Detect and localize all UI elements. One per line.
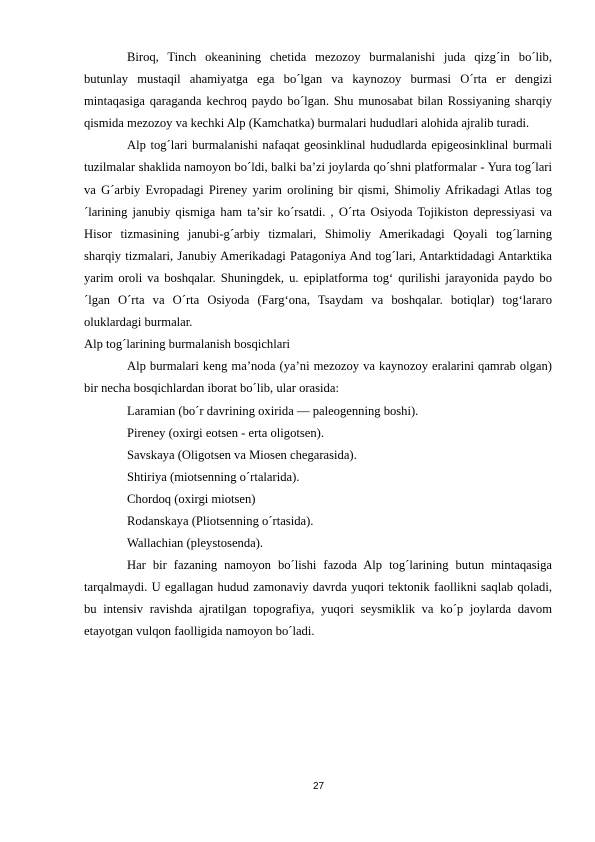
paragraph-stages-intro: Alp burmalari keng ma’noda (ya’ni mezozoy va kaynozoy eralarini qamrab olgan) bir necha bosqichlardan iborat bo´lib, ular orasida: <box>84 359 552 396</box>
list-item: Rodanskaya (Pliotsenning o´rtasida). <box>127 513 314 528</box>
paragraph-tectonic-activity: Har bir fazaning namoyon bo´lishi fazoda Alp tog´larining butun mintaqasiga tarqalmaydi. U egallagan hudud zamonaviy davrda yuqori tektonik faollikni saqlab qoladi, bu intensiv ravishda ajratilgan topografiya, yuqori seysmiklik va ko´p joylarda davom etayotgan vulqon faolligida namoyon bo´ladi. <box>84 558 552 639</box>
list-item: Shtiriya (miotsenning o´rtalarida). <box>127 469 300 484</box>
paragraph-mesozoic-folding: Biroq, Tinch okeanining chetida mezozoy burmalanishi juda qizg´in bo´lib, butunlay mustaqil ahamiyatga ega bo´lgan va kaynozoy burmasi O´rta er dengizi mintaqasiga qaraganda kechroq paydo bo´lgan. Shu munosabat bilan Rossiyaning sharqiy qismida mezozoy va kechki Alp (Kamchatka) burmalari hududlari alohida ajralib turadi. <box>84 50 552 131</box>
list-item: Savskaya (Oligotsen va Miosen chegarasida). <box>127 447 357 462</box>
list-item: Pireney (oxirgi eotsen - erta oligotsen). <box>127 425 325 440</box>
list-item: Wallachian (pleystosenda). <box>127 536 264 551</box>
list-item: Laramian (bo´r davrining oxirida — paleogenning boshi). <box>127 403 419 418</box>
document-body <box>84 46 552 643</box>
stages-list <box>84 400 552 555</box>
paragraph-alpine-folding: Alp tog´lari burmalanishi nafaqat geosinklinal hududlarda epigeosinklinal burmali tuzilmalar shaklida namoyon bo´ldi, balki ba’zi joylarda qo´shni platformalar - Yura tog´lari va G´arbiy Evropadagi Pireney yarim orolining bir qismi, Shimoliy Afrikadagi Atlas tog´larining janubiy qismiga ham ta’sir ko´rsatdi. , O´rta Osiyoda Tojikiston depressiyasi va Hisor tizmasining janubi-g´arbiy tizmalari, Shimoliy Amerikadagi Qoyali tog´larning sharqiy tizmalari, Janubiy Amerikadagi Patagoniya And tog´lari, Antarktidadagi Antarktika yarim oroli va boshqalar. Shuningdek, u. epiplatforma tog‘ qurilishi jarayonida paydo bo´lgan O´rta va O´rta Osiyoda (Farg‘ona, Tsaydam va boshqalar. botiqlar) tog‘lararo oluklardagi burmalar. <box>84 138 552 330</box>
page-number: 27 <box>312 781 325 792</box>
section-heading: Alp tog´larining burmalanish bosqichlari <box>84 337 291 352</box>
list-item: Chordoq (oxirgi miotsen) <box>127 491 256 506</box>
